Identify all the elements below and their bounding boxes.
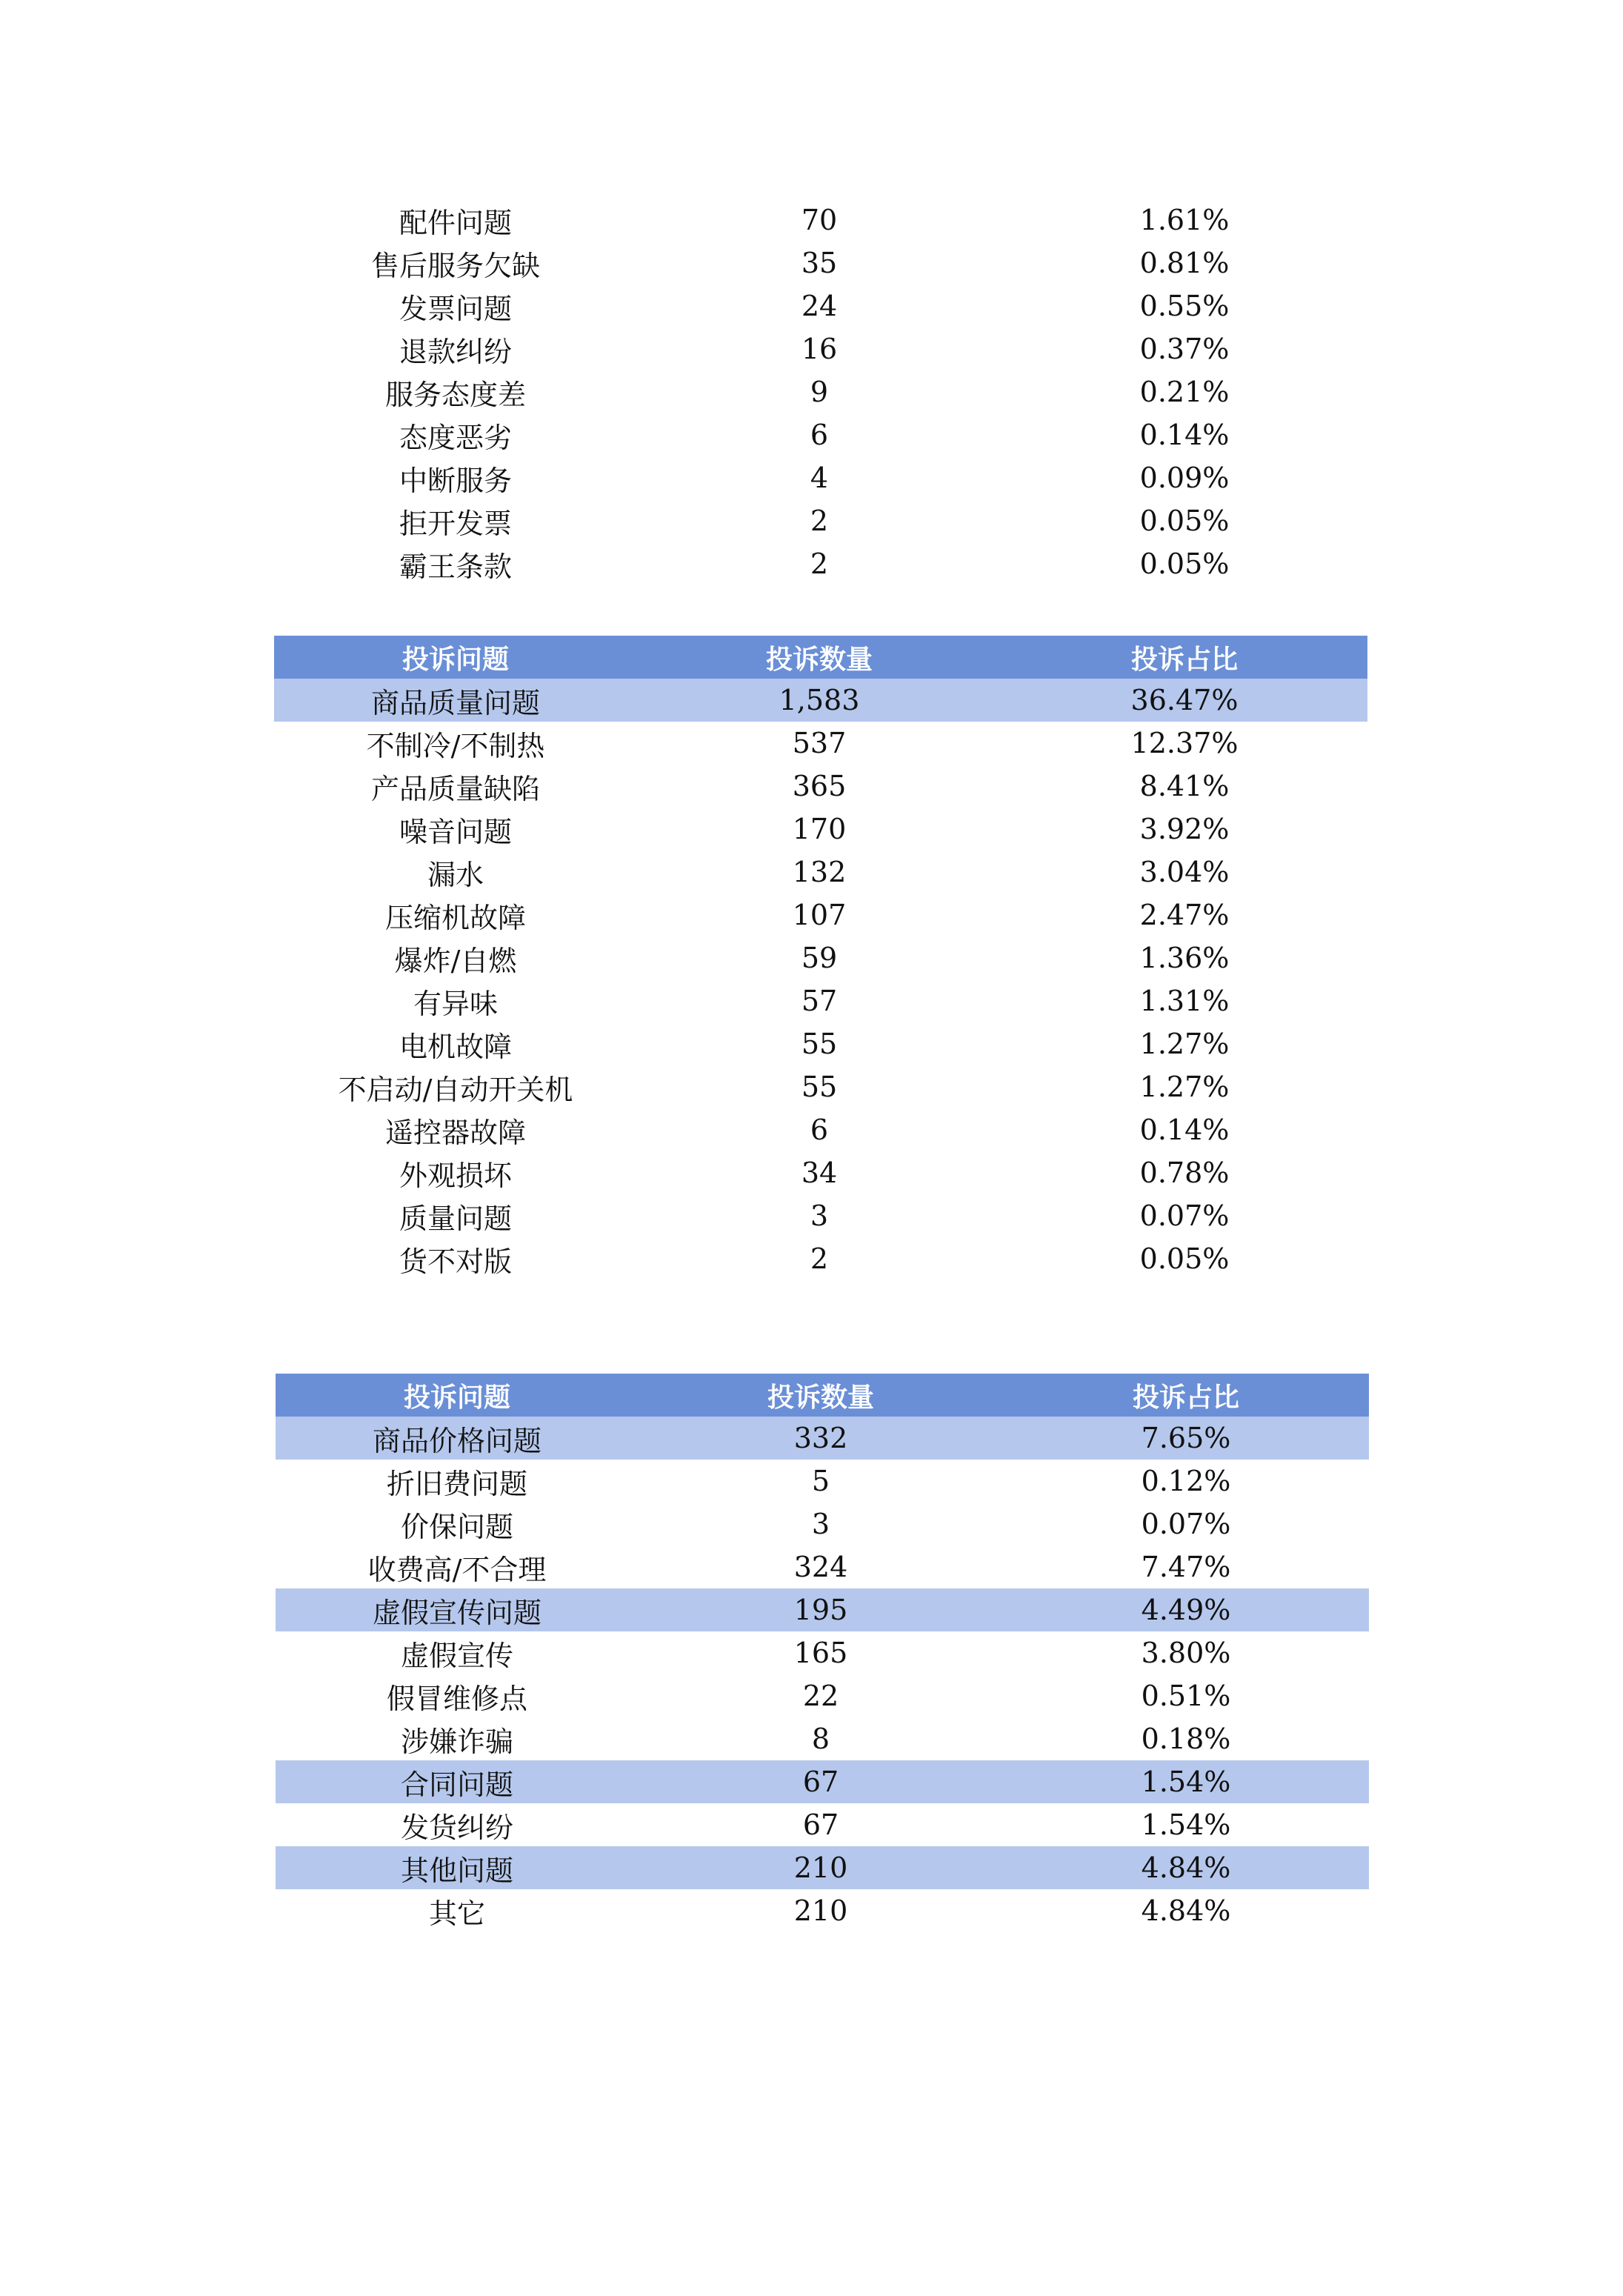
- pct-cell: 4.84%: [1141, 1894, 1231, 1927]
- table-row: [274, 808, 1367, 851]
- count-cell: 6: [810, 1114, 829, 1146]
- pct-cell: 2.47%: [1139, 899, 1230, 931]
- count-cell: 6: [810, 419, 829, 451]
- count-cell: 55: [801, 1071, 838, 1103]
- header-pct: 投诉占比: [1002, 636, 1367, 679]
- issue-cell: 漏水: [427, 858, 484, 891]
- count-cell: 9: [810, 376, 829, 408]
- table-row: [276, 1803, 1369, 1846]
- table-row: [274, 413, 1367, 456]
- pct-cell: 0.37%: [1139, 333, 1230, 365]
- pct-cell: 0.09%: [1139, 462, 1230, 494]
- issue-cell: 其它: [428, 1897, 485, 1930]
- pct-cell: 0.81%: [1139, 247, 1230, 279]
- pct-cell: 0.21%: [1139, 376, 1230, 408]
- table-row: [276, 1674, 1369, 1717]
- header-pct: 投诉占比: [1003, 1374, 1369, 1417]
- pct-cell: 7.47%: [1141, 1551, 1231, 1583]
- issue-cell: 电机故障: [399, 1030, 512, 1063]
- issue-cell: 不制冷/不制热: [366, 729, 545, 762]
- issue-cell: 拒开发票: [399, 507, 512, 540]
- count-cell: 332: [639, 1417, 1003, 1460]
- category-row: [276, 1417, 1369, 1460]
- issue-cell: 质量问题: [399, 1202, 512, 1235]
- count-cell: 537: [792, 727, 847, 759]
- table-row: [276, 1889, 1369, 1932]
- header-issue: 投诉问题: [276, 1374, 639, 1417]
- count-cell: 59: [801, 942, 838, 974]
- issue-cell: 爆炸/自燃: [394, 944, 517, 977]
- count-cell: 2: [810, 1242, 829, 1275]
- issue-cell: 产品质量缺陷: [370, 772, 540, 805]
- table-row: [274, 327, 1367, 370]
- issue-cell: 发货纠纷: [400, 1811, 513, 1844]
- pct-cell: 0.18%: [1141, 1723, 1231, 1755]
- count-cell: 67: [639, 1760, 1003, 1803]
- count-cell: 210: [793, 1894, 848, 1927]
- issue-cell: 不启动/自动开关机: [338, 1073, 573, 1106]
- count-cell: 22: [802, 1680, 839, 1712]
- pct-cell: 1.36%: [1139, 942, 1230, 974]
- pct-cell: 0.07%: [1139, 1199, 1230, 1232]
- issue-cell: 外观损坏: [399, 1159, 512, 1192]
- pct-cell: 0.05%: [1139, 1242, 1230, 1275]
- category-row: [276, 1846, 1369, 1889]
- count-cell: 55: [801, 1028, 838, 1060]
- issue-cell: 噪音问题: [399, 815, 512, 848]
- issue-cell: 商品质量问题: [274, 679, 637, 722]
- count-cell: 16: [801, 333, 838, 365]
- pct-cell: 8.41%: [1139, 770, 1230, 802]
- pct-cell: 0.07%: [1141, 1508, 1231, 1540]
- table-row: [274, 199, 1367, 242]
- count-cell: 1,583: [637, 679, 1002, 722]
- pct-cell: 3.04%: [1139, 856, 1230, 888]
- issue-cell: 有异味: [413, 987, 498, 1020]
- table-row: [274, 851, 1367, 894]
- issue-cell: 配件问题: [399, 206, 512, 239]
- count-cell: 8: [811, 1723, 830, 1755]
- issue-cell: 折旧费问题: [386, 1467, 527, 1500]
- pct-cell: 1.31%: [1139, 985, 1230, 1017]
- issue-cell: 合同问题: [276, 1760, 639, 1803]
- count-cell: 195: [639, 1588, 1003, 1631]
- count-cell: 35: [801, 247, 838, 279]
- table-row: [276, 1460, 1369, 1503]
- count-cell: 24: [801, 290, 838, 322]
- count-cell: 132: [792, 856, 847, 888]
- issue-cell: 其他问题: [276, 1846, 639, 1889]
- table-row: [274, 242, 1367, 284]
- pct-cell: 36.47%: [1002, 679, 1367, 722]
- header-count: 投诉数量: [639, 1374, 1003, 1417]
- table-row: [274, 765, 1367, 808]
- count-cell: 70: [801, 204, 838, 236]
- pct-cell: 4.49%: [1003, 1588, 1369, 1631]
- table-row: [274, 1022, 1367, 1065]
- pct-cell: 0.14%: [1139, 1114, 1230, 1146]
- count-cell: 170: [792, 813, 847, 845]
- issue-cell: 假冒维修点: [386, 1682, 527, 1715]
- pct-cell: 3.80%: [1141, 1637, 1231, 1669]
- count-cell: 2: [810, 505, 829, 537]
- count-cell: 107: [792, 899, 847, 931]
- table-row: [276, 1545, 1369, 1588]
- pct-cell: 0.55%: [1139, 290, 1230, 322]
- table-row: [274, 370, 1367, 413]
- issue-cell: 货不对版: [399, 1245, 512, 1278]
- table-row: [274, 1237, 1367, 1280]
- count-cell: 5: [811, 1465, 830, 1497]
- table-row: [274, 542, 1367, 585]
- pct-cell: 0.78%: [1139, 1157, 1230, 1189]
- pct-cell: 0.12%: [1141, 1465, 1231, 1497]
- count-cell: 365: [792, 770, 847, 802]
- issue-cell: 退款纠纷: [399, 335, 512, 368]
- count-cell: 67: [802, 1808, 839, 1841]
- header-issue: 投诉问题: [274, 636, 637, 679]
- table-header-row: [276, 1374, 1369, 1417]
- issue-cell: 服务态度差: [384, 378, 526, 411]
- table-row: [274, 936, 1367, 979]
- pct-cell: 1.27%: [1139, 1028, 1230, 1060]
- table-row: [274, 284, 1367, 327]
- table-header-row: [274, 636, 1367, 679]
- table-row: [274, 1108, 1367, 1151]
- category-row: [276, 1760, 1369, 1803]
- header-count: 投诉数量: [637, 636, 1002, 679]
- issue-cell: 发票问题: [399, 292, 512, 325]
- table-row: [276, 1717, 1369, 1760]
- issue-cell: 压缩机故障: [384, 901, 526, 934]
- pct-cell: 0.05%: [1139, 548, 1230, 580]
- count-cell: 4: [810, 462, 829, 494]
- issue-cell: 态度恶劣: [399, 421, 512, 454]
- table-row: [274, 1151, 1367, 1194]
- complaint-table-quality: [274, 636, 1367, 1280]
- category-row: [276, 1588, 1369, 1631]
- table-row: [274, 1065, 1367, 1108]
- issue-cell: 遥控器故障: [384, 1116, 526, 1149]
- issue-cell: 虚假宣传: [400, 1639, 513, 1672]
- pct-cell: 1.61%: [1139, 204, 1230, 236]
- table-row: [274, 894, 1367, 936]
- issue-cell: 价保问题: [400, 1510, 513, 1543]
- pct-cell: 3.92%: [1139, 813, 1230, 845]
- table-row: [274, 722, 1367, 765]
- table-row: [274, 456, 1367, 499]
- table-row: [276, 1503, 1369, 1545]
- table-row: [274, 979, 1367, 1022]
- count-cell: 34: [801, 1157, 838, 1189]
- pct-cell: 0.14%: [1139, 419, 1230, 451]
- pct-cell: 1.27%: [1139, 1071, 1230, 1103]
- issue-cell: 涉嫌诈骗: [400, 1725, 513, 1758]
- count-cell: 210: [639, 1846, 1003, 1889]
- count-cell: 324: [793, 1551, 848, 1583]
- count-cell: 3: [811, 1508, 830, 1540]
- table-row: [274, 499, 1367, 542]
- complaint-table-price-other: [276, 1374, 1369, 1932]
- category-row: [274, 679, 1367, 722]
- complaint-table-service: [274, 199, 1367, 585]
- count-cell: 3: [810, 1199, 829, 1232]
- table-row: [274, 1194, 1367, 1237]
- issue-cell: 虚假宣传问题: [276, 1588, 639, 1631]
- pct-cell: 12.37%: [1130, 727, 1239, 759]
- pct-cell: 7.65%: [1003, 1417, 1369, 1460]
- count-cell: 165: [793, 1637, 848, 1669]
- pct-cell: 1.54%: [1141, 1808, 1231, 1841]
- count-cell: 2: [810, 548, 829, 580]
- issue-cell: 中断服务: [399, 464, 512, 497]
- issue-cell: 商品价格问题: [276, 1417, 639, 1460]
- table-row: [276, 1631, 1369, 1674]
- pct-cell: 1.54%: [1003, 1760, 1369, 1803]
- issue-cell: 霸王条款: [399, 550, 512, 583]
- pct-cell: 4.84%: [1003, 1846, 1369, 1889]
- pct-cell: 0.05%: [1139, 505, 1230, 537]
- count-cell: 57: [801, 985, 838, 1017]
- issue-cell: 售后服务欠缺: [370, 249, 540, 282]
- issue-cell: 收费高/不合理: [367, 1553, 547, 1586]
- pct-cell: 0.51%: [1141, 1680, 1231, 1712]
